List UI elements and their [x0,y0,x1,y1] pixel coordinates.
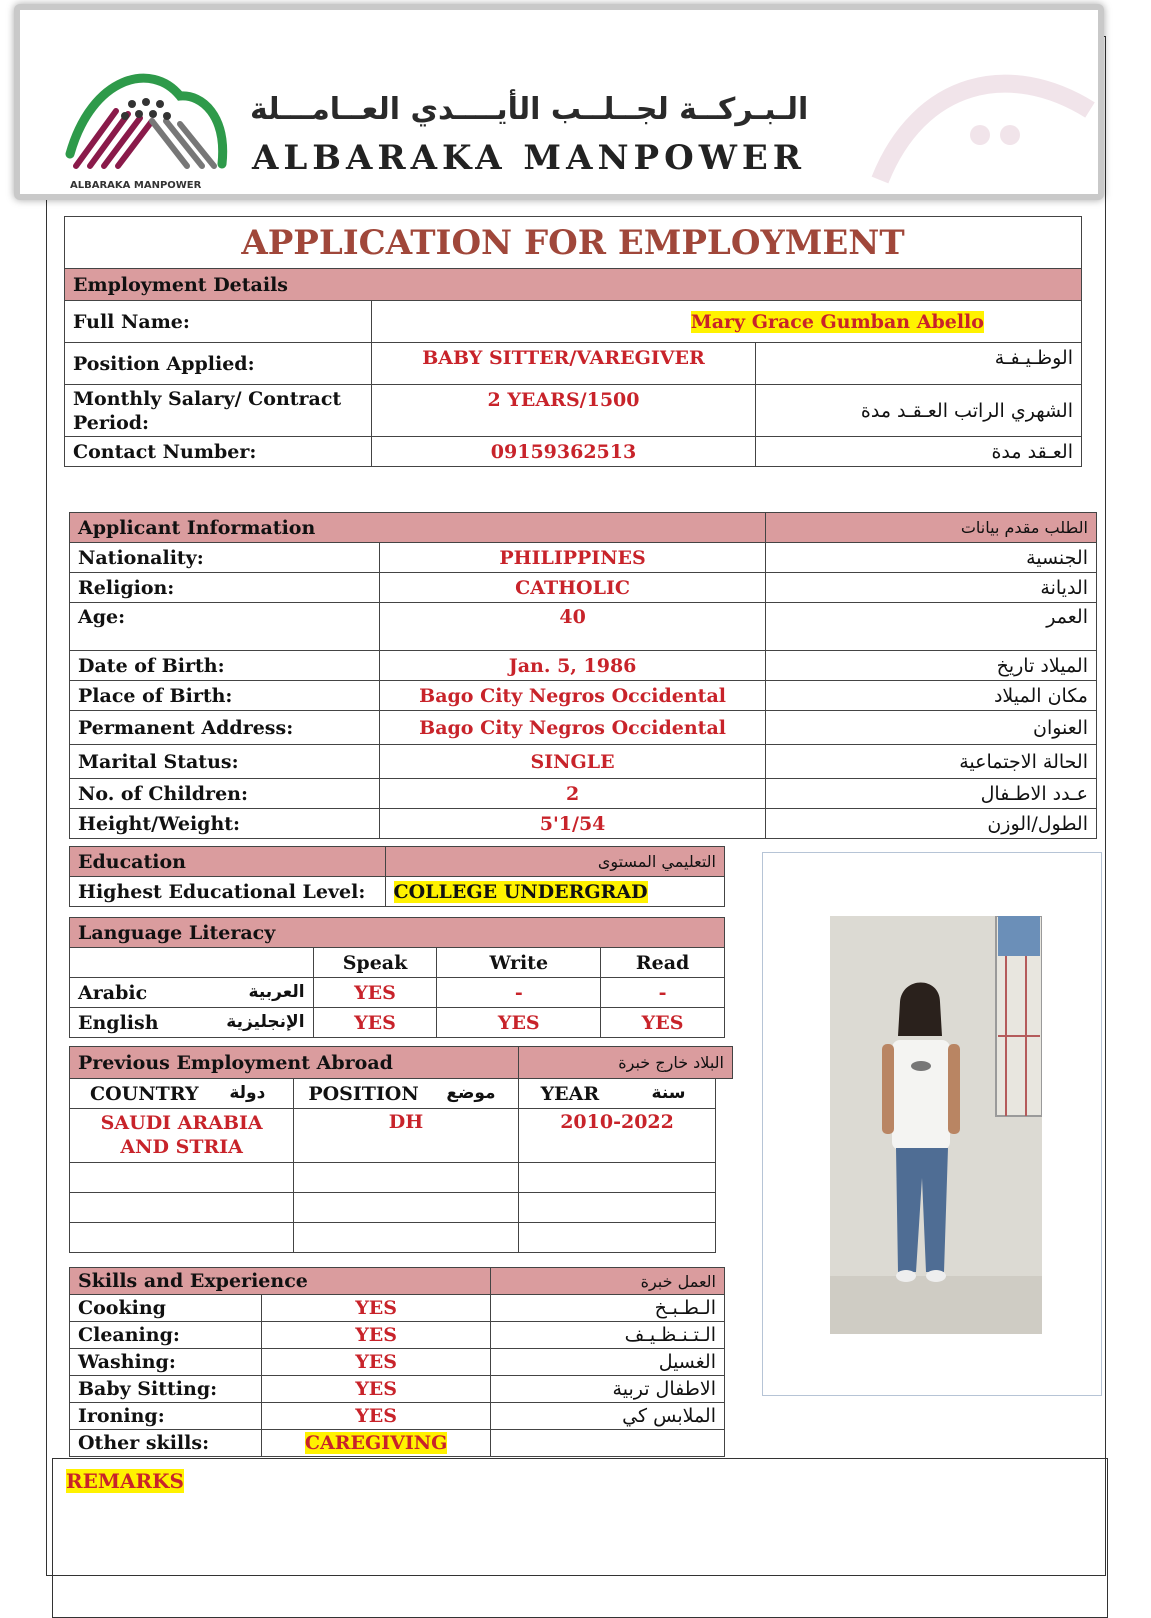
field-label-arabic: العمر [766,603,1097,651]
company-name-arabic: الـبـركــة لجــلــب الأيــــدي العــامـــلة [250,92,809,127]
empty-cell [716,1109,733,1163]
field-label-arabic: عـدد الاطـفال [766,779,1097,809]
field-value: 5'1/54 [379,809,766,839]
column-header: COUNTRY [90,1082,199,1105]
section-header: Applicant Information [70,513,766,543]
read-value: - [601,978,725,1008]
applicant-photo [830,916,1042,1334]
section-header: Employment Details [65,269,1082,301]
skills-table [69,1267,725,1457]
country-value: SAUDI ARABIA AND STRIA [70,1109,294,1163]
language-table [69,917,725,1038]
column-header-arabic: موضع [446,1082,496,1103]
language-name: English [78,1011,159,1034]
skill-label-arabic: الملابس كي [491,1403,725,1430]
column-header-arabic: سنة [651,1082,686,1103]
salary-value: 2 YEARS/1500 [371,385,756,437]
speak-value: YES [313,1008,437,1038]
language-name-arabic: العربية [248,981,305,1002]
field-value: CATHOLIC [379,573,766,603]
empty-cell [294,1193,518,1223]
skill-label-arabic [491,1430,725,1457]
column-header: POSITION [308,1082,419,1105]
previous-employment-table [69,1046,733,1253]
write-value: - [437,978,601,1008]
write-value: YES [437,1008,601,1038]
empty-cell [294,1163,518,1193]
contact-value: 09159362513 [371,437,756,467]
field-label-arabic: الوظـيـفـة [756,343,1082,385]
empty-cell [518,1223,716,1253]
skill-value: YES [261,1295,491,1322]
skill-label-arabic: الـطـبـخ [491,1295,725,1322]
skill-label: Other skills: [70,1430,262,1457]
field-value: PHILIPPINES [379,543,766,573]
field-label-arabic: الطول/الوزن [766,809,1097,839]
read-value: YES [601,1008,725,1038]
field-label-arabic: الشهري الراتب العـقـد مدة [756,385,1082,437]
field-label-arabic: مكان الميلاد [766,681,1097,711]
field-label-arabic: العنوان [766,711,1097,745]
skill-value: CAREGIVING [304,1432,448,1454]
field-label-arabic: الحالة الاجتماعية [766,745,1097,779]
empty-cell [294,1223,518,1253]
empty-cell [716,1163,733,1193]
skill-label-arabic: الغسيل [491,1349,725,1376]
skill-label: Washing: [70,1349,262,1376]
section-header: Skills and Experience [70,1268,491,1295]
remarks-box [52,1458,1108,1618]
field-label: Age: [70,603,380,651]
field-label: Date of Birth: [70,651,380,681]
column-header: YEAR [540,1082,600,1105]
field-label: Position Applied: [65,343,372,385]
field-label-arabic: الديانة [766,573,1097,603]
empty-cell [70,1193,294,1223]
field-label: Monthly Salary/ Contract Period: [65,385,372,437]
field-label-arabic: العـقد مدة [756,437,1082,467]
field-value: Bago City Negros Occidental [379,711,766,745]
column-header-arabic: دولة [229,1082,266,1103]
empty-cell [716,1223,733,1253]
field-label: Highest Educational Level: [70,877,386,907]
full-name-value: Mary Grace Gumban Abello [690,310,984,333]
company-logo [62,66,232,182]
remarks-label: REMARKS [66,1469,184,1493]
section-header-arabic: العمل خبرة [491,1268,725,1295]
column-header: Speak [313,948,437,978]
year-value: 2010-2022 [518,1109,716,1163]
language-name-arabic: الإنجليزية [226,1011,305,1032]
field-value: Bago City Negros Occidental [379,681,766,711]
skill-label: Cleaning: [70,1322,262,1349]
skill-label-arabic: الـتـنـظـيـف [491,1322,725,1349]
column-header: Read [601,948,725,978]
field-value: 2 [379,779,766,809]
field-label: Place of Birth: [70,681,380,711]
employment-details-table [64,268,1082,467]
field-label: Full Name: [65,301,372,343]
field-label: Nationality: [70,543,380,573]
empty-cell [716,1079,733,1109]
field-value: Jan. 5, 1986 [379,651,766,681]
education-value: COLLEGE UNDERGRAD [393,880,648,903]
section-header-arabic: الطلب مقدم بيانات [766,513,1097,543]
empty-cell [716,1193,733,1223]
speak-value: YES [313,978,437,1008]
field-label: Marital Status: [70,745,380,779]
section-header: Language Literacy [70,918,725,948]
form-title: APPLICATION FOR EMPLOYMENT [64,216,1082,271]
skill-label: Cooking [70,1295,262,1322]
field-value: SINGLE [379,745,766,779]
field-label: No. of Children: [70,779,380,809]
position-value: BABY SITTER/VAREGIVER [371,343,756,385]
section-header-arabic: التعليمي المستوى [385,847,725,877]
empty-cell [518,1163,716,1193]
position-value: DH [294,1109,518,1163]
field-label-arabic: الجنسية [766,543,1097,573]
field-label-arabic: الميلاد تاريخ [766,651,1097,681]
column-header: Write [437,948,601,978]
empty-cell [70,1223,294,1253]
skill-label: Baby Sitting: [70,1376,262,1403]
empty-cell [70,1163,294,1193]
field-label: Religion: [70,573,380,603]
skill-label: Ironing: [70,1403,262,1430]
section-header-arabic: البلاد خارج خبرة [518,1047,732,1079]
empty-cell [518,1193,716,1223]
skill-value: YES [261,1403,491,1430]
watermark-graphic [860,40,1100,190]
empty-cell [70,948,314,978]
skill-value: YES [261,1349,491,1376]
field-label: Permanent Address: [70,711,380,745]
section-header: Education [70,847,386,877]
section-header: Previous Employment Abroad [70,1047,519,1079]
language-name: Arabic [78,981,148,1004]
logo-caption: ALBARAKA MANPOWER [70,180,202,191]
applicant-info-table [69,512,1097,839]
skill-value: YES [261,1322,491,1349]
skill-label-arabic: الاطفال تربية [491,1376,725,1403]
field-value: 40 [379,603,766,651]
field-label: Height/Weight: [70,809,380,839]
skill-value: YES [261,1376,491,1403]
field-label: Contact Number: [65,437,372,467]
education-table [69,846,725,907]
company-name-english: ALBARAKA MANPOWER [252,138,807,178]
